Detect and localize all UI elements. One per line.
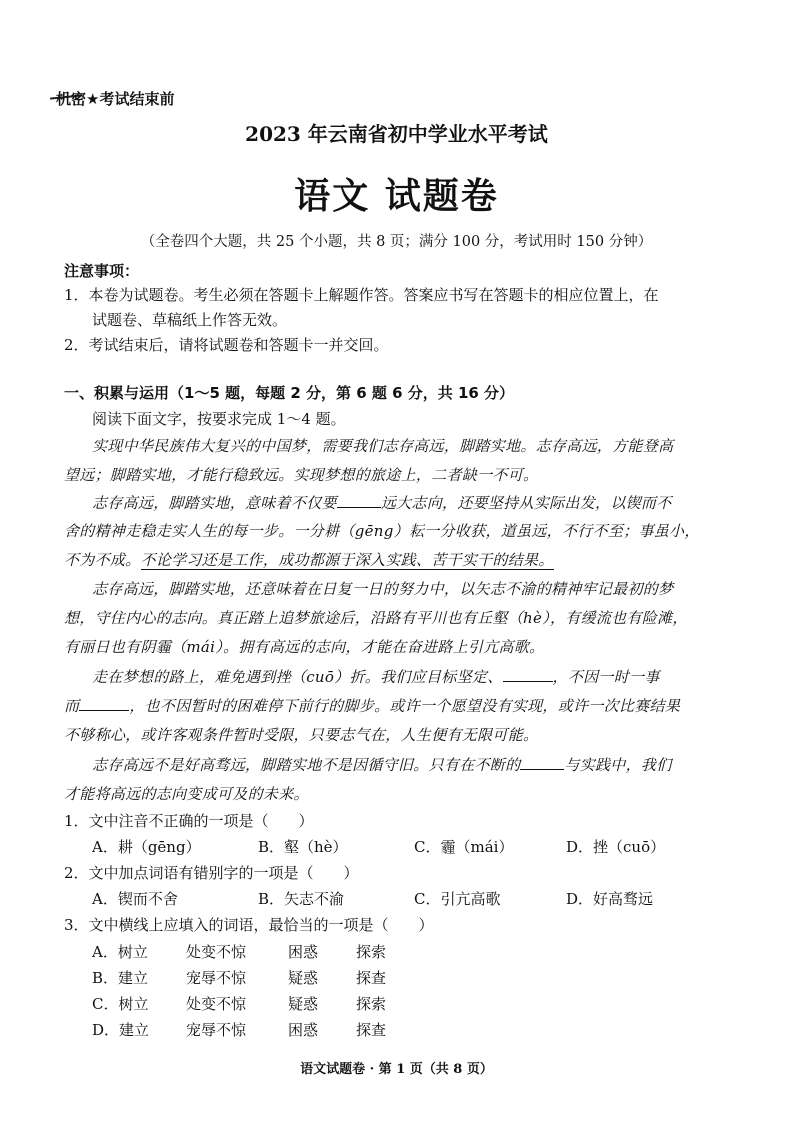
notes-item-2: 2．考试结束后，请将试题卷和答题卡一并交回。 xyxy=(64,336,389,354)
passage-line: 望远；脚踏实地，才能行稳致远。实现梦想的旅途上，二者缺一不可。 xyxy=(64,466,539,484)
question-2-stem: 2．文中加点词语有错别字的一项是（ ） xyxy=(64,864,359,882)
option-word: A．树立 xyxy=(92,943,148,961)
question-3-stem: 3．文中横线上应填入的词语，最恰当的一项是（ ） xyxy=(64,916,434,934)
option-b: B．矢志不渝 xyxy=(258,890,345,908)
passage-text: 志存高远，脚踏实地，意味着不仅要 xyxy=(92,494,337,512)
passage-line: 有丽日也有阴霾（mái）。拥有高远的志向，才能在奋进路上引亢高歌。 xyxy=(64,638,545,656)
passage-text: ，也不因暂时的困难停下前行的脚步。或许一个愿望没有实现，或许一次比赛结果 xyxy=(129,697,681,715)
section-instruction: 阅读下面文字，按要求完成 1～4 题。 xyxy=(92,410,346,428)
section-heading: 一、积累与运用（1～5 题，每题 2 分，第 6 题 6 分，共 16 分） xyxy=(64,384,515,402)
option-word: 疑惑 xyxy=(288,969,319,987)
option-word: 疑惑 xyxy=(288,995,319,1013)
fill-blank xyxy=(337,495,381,508)
notes-heading: 注意事项： xyxy=(64,262,140,280)
option-d: D．挫（cuō） xyxy=(566,838,666,856)
passage-text: 不为不成。 xyxy=(64,551,141,569)
passage-line: 才能将高远的志向变成可及的未来。 xyxy=(64,785,309,803)
passage-text: 远大志向，还要坚持从实际出发，以锲而不 xyxy=(380,494,672,512)
passage-line: 志存高远，脚踏实地，还意味着在日复一日的努力中，以矢志不渝的精神牢记最初的梦 xyxy=(92,580,674,598)
option-a: A．耕（gēng） xyxy=(92,838,201,856)
option-word: 困惑 xyxy=(288,943,319,961)
option-word: 困惑 xyxy=(288,1021,319,1039)
passage-text: 与实践中，我们 xyxy=(564,756,672,774)
passage-line xyxy=(64,549,554,570)
option-word: 探索 xyxy=(356,995,387,1013)
option-word: 探查 xyxy=(356,969,387,987)
option-word: 宠辱不惊 xyxy=(186,1021,247,1039)
page-footer: 语文试题卷 · 第 1 页（共 8 页） xyxy=(300,1062,493,1077)
option-word: 处变不惊 xyxy=(186,943,247,961)
option-b: B．壑（hè） xyxy=(258,838,348,856)
option-word: 处变不惊 xyxy=(186,995,247,1013)
option-word: C．树立 xyxy=(92,995,149,1013)
passage-line: 不够称心，或许客观条件暂时受限，只要志气在，人生便有无限可能。 xyxy=(64,726,539,744)
option-a: A．锲而不舍 xyxy=(92,890,178,908)
passage-text: 走在梦想的路上，难免遇到挫（cuō）折。我们应目标坚定、 xyxy=(92,668,503,686)
confidential-label: 机密★考试结束前 xyxy=(56,90,175,108)
passage-text: 志存高远不是好高骛远，脚踏实地不是因循守旧。只有在不断的 xyxy=(92,756,521,774)
exam-info: （全卷四个大题，共 25 个小题，共 8 页；满分 100 分，考试用时 150 分钟） xyxy=(140,234,653,250)
question-1-stem: 1．文中注音不正确的一项是（ ） xyxy=(64,812,314,830)
exam-title: 2023 年云南省初中学业水平考试 xyxy=(245,122,548,146)
passage-line: 实现中华民族伟大复兴的中国梦，需要我们志存高远，脚踏实地。志存高远，方能登高 xyxy=(92,437,674,455)
notes-item-1-cont: 试题卷、草稿纸上作答无效。 xyxy=(92,311,288,329)
fill-blank xyxy=(79,698,129,711)
option-word: D．建立 xyxy=(92,1021,150,1039)
option-word: 探索 xyxy=(356,943,387,961)
passage-line xyxy=(92,666,660,687)
option-c: C．引亢高歌 xyxy=(414,890,501,908)
passage-text: ，不因一时一事 xyxy=(552,668,660,686)
fill-blank xyxy=(520,757,564,770)
passage-line: 想，守住内心的志向。真正踏上追梦旅途后，沿路有平川也有丘壑（hè），有缓流也有险滩， xyxy=(64,609,688,627)
passage-line xyxy=(92,754,672,775)
option-word: B．建立 xyxy=(92,969,149,987)
fill-blank xyxy=(503,669,553,682)
passage-line xyxy=(64,695,680,716)
option-d: D．好高骛远 xyxy=(566,890,654,908)
underlined-sentence: 不论学习还是工作，成功都源于深入实践、苦干实干的结果。 xyxy=(140,551,554,569)
option-word: 探查 xyxy=(356,1021,387,1039)
passage-line xyxy=(92,492,672,513)
notes-item-1: 1．本卷为试题卷。考生必须在答题卡上解题作答。答案应书写在答题卡的相应位置上，在 xyxy=(64,286,659,304)
passage-text: 而 xyxy=(64,697,80,715)
subject-title: 语文 试题卷 xyxy=(294,176,499,217)
passage-line: 舍的精神走稳走实人生的每一步。一分耕（gēng）耘一分收获，道虽远，不行不至；事虽小， xyxy=(64,522,700,540)
option-c: C．霾（mái） xyxy=(414,838,514,856)
option-word: 宠辱不惊 xyxy=(186,969,247,987)
